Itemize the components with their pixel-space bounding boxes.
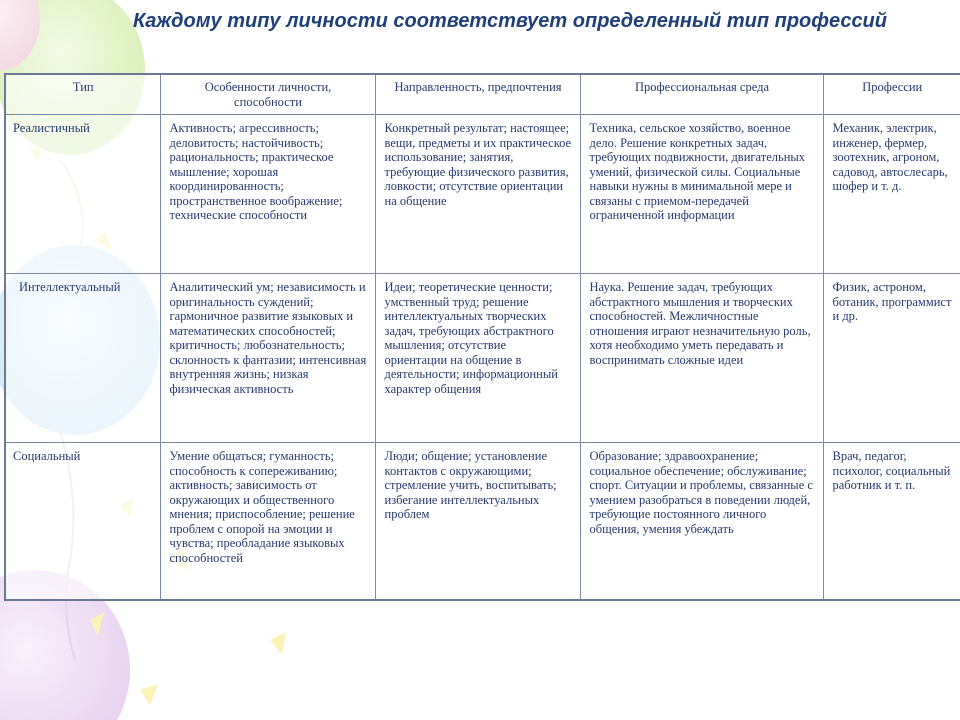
header-environment: Профессиональная среда	[580, 74, 823, 115]
cell-type: Социальный	[5, 443, 160, 601]
table-row	[5, 274, 960, 443]
profession-types-table	[4, 73, 960, 601]
header-type: Тип	[5, 74, 160, 115]
cell-environment: Техника, сельское хозяйство, военное дело. Решение конкретных задач, требующих подвижности, двигательных умений, физической силы. Социальные навыки нужны в минимальной мере и связаны с приемом-передачей ограниченной информации	[580, 115, 823, 274]
cell-environment: Образование; здравоохранение; социальное обеспечение; обслуживание; спорт. Ситуации и проблемы, связанные с умением разобраться в поведении людей, требующие постоянного личного общения, умения убеждать	[580, 443, 823, 601]
cell-professions: Механик, электрик, инженер, фермер, зоотехник, агроном, садовод, автослесарь, шофер и т. д.	[823, 115, 960, 274]
cell-type: Интеллектуальный	[5, 274, 160, 443]
cell-traits: Активность; агрессивность; деловитость; настойчивость; рациональность; практическое мышление; хорошая координированность; пространственное воображение; технические способности	[160, 115, 375, 274]
cell-orientation: Конкретный результат; настоящее; вещи, предметы и их практическое использование; занятия, требующие физического развития, ловкости; отсутствие ориентации на общение	[375, 115, 580, 274]
header-traits: Особенности личности, способности	[160, 74, 375, 115]
table-row	[5, 443, 960, 601]
cell-professions: Физик, астроном, ботаник, программист и др.	[823, 274, 960, 443]
header-professions: Профессии	[823, 74, 960, 115]
cell-traits: Аналитический ум; независимость и оригинальность суждений; гармоничное развитие языковых и математических способностей; критичность; любознательность; склонность к фантазии; интенсивная внутренняя жизнь; низкая физическая активность	[160, 274, 375, 443]
cell-orientation: Идеи; теоретические ценности; умственный труд; решение интеллектуальных творческих задач, требующих абстрактного мышления; отсутствие ориентации на общение в деятельности; информационный характер общения	[375, 274, 580, 443]
cell-type: Реалистичный	[5, 115, 160, 274]
cell-traits: Умение общаться; гуманность; способность к сопереживанию; активность; зависимость от окружающих и общественного мнения; приспособление; решение проблем с опорой на эмоции и чувства; преобладание языковых способностей	[160, 443, 375, 601]
cell-environment: Наука. Решение задач, требующих абстрактного мышления и творческих способностей. Межличностные отношения играют незначительную роль, хотя необходимо уметь передавать и воспринимать сложные идеи	[580, 274, 823, 443]
cell-professions: Врач, педагог, психолог, социальный работник и т. п.	[823, 443, 960, 601]
header-orientation: Направленность, предпочтения	[375, 74, 580, 115]
page-title: Каждому типу личности соответствует определенный тип профессий	[133, 10, 887, 32]
table-row	[5, 115, 960, 274]
cell-orientation: Люди; общение; установление контактов с окружающими; стремление учить, воспитывать; избегание интеллектуальных проблем	[375, 443, 580, 601]
table-header-row	[5, 74, 960, 115]
